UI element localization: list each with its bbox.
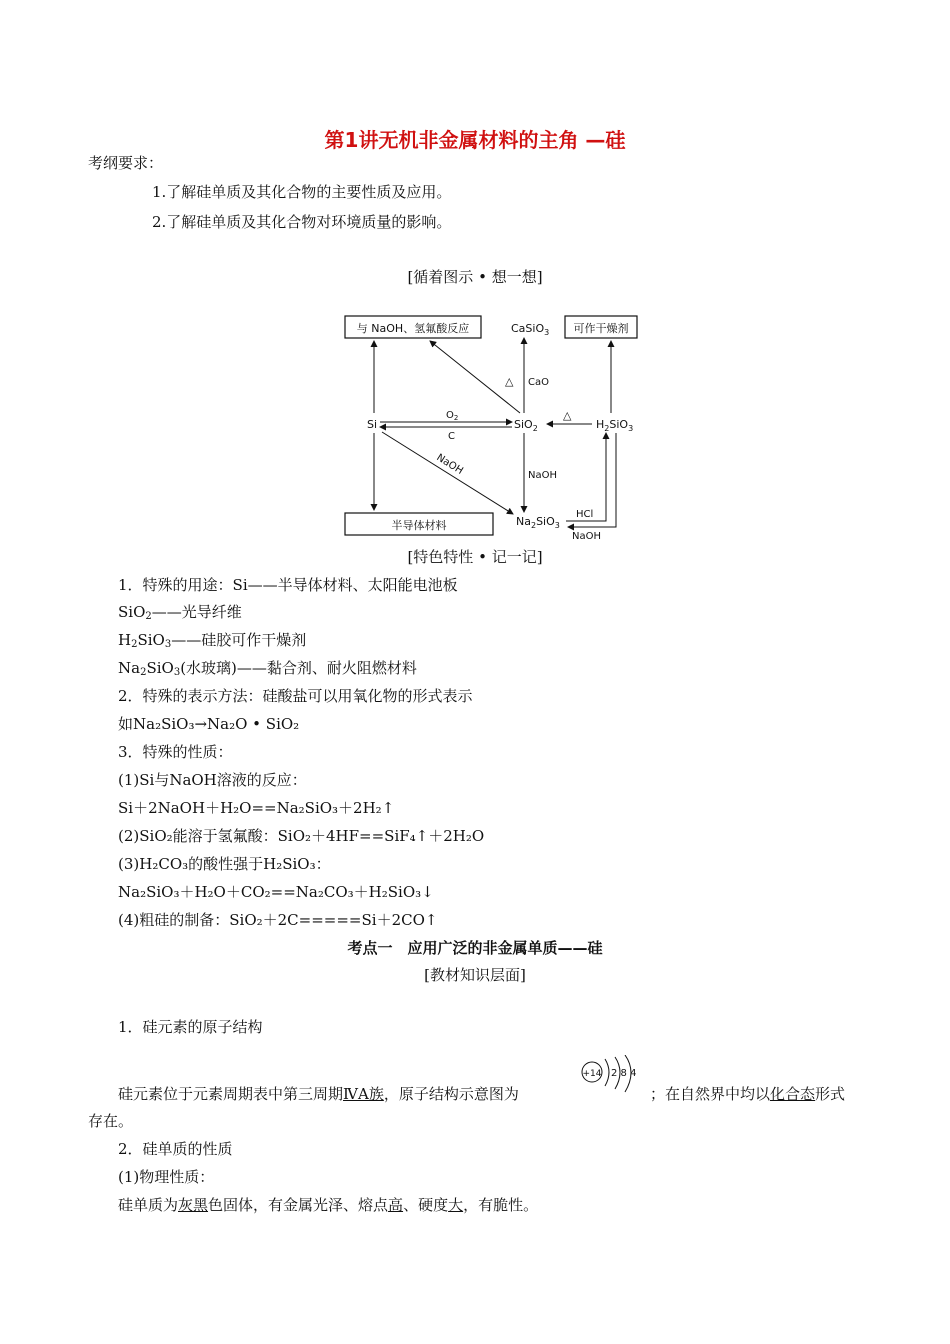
atom-nucleus: +14: [582, 1069, 602, 1079]
silicon-relationship-diagram: [330, 305, 650, 545]
section-diagram-heading: [循着图示 • 想一想]: [407, 268, 543, 286]
syllabus-label: 考纲要求：: [88, 154, 164, 172]
silicon-atom-structure: [578, 1055, 650, 1107]
label-o2: $O_2$: [446, 410, 459, 422]
label-delta-h2sio3: △: [563, 409, 572, 422]
feature-3-1-equation: Si＋2NaOH＋H₂O==Na₂SiO₃＋2H₂↑: [118, 799, 395, 817]
kp-paragraph-1-end: 存在。: [88, 1112, 134, 1130]
feature-3-1: (1)Si与NaOH溶液的反应：: [118, 771, 307, 789]
kp-heading-1: 1．硅元素的原子结构: [118, 1018, 263, 1036]
kp-heading-2: 2．硅单质的性质: [118, 1140, 233, 1158]
node-si: Si: [367, 418, 378, 431]
feature-3-3-equation: Na₂SiO₃＋H₂O＋CO₂==Na₂CO₃＋H₂SiO₃↓: [118, 883, 434, 901]
atom-shells: 2 8 4: [611, 1068, 637, 1079]
label-naoh-vert: NaOH: [528, 470, 557, 481]
label-c: C: [448, 431, 455, 442]
kp-paragraph-2: 硅单质为灰黑色固体，有金属光泽、熔点高、硬度大，有脆性。: [118, 1196, 539, 1214]
section-features-heading: [特色特性 • 记一记]: [407, 548, 543, 566]
label-naoh-diag: NaOH: [434, 452, 465, 477]
feature-3-2: (2)SiO₂能溶于氢氟酸：SiO₂＋4HF==SiF₄↑＋2H₂O: [118, 827, 485, 845]
feature-1-na2sio3: $Na_2SiO_3$(水玻璃)——黏合剂、耐火阻燃材料: [118, 659, 417, 678]
section-textbook-heading: [教材知识层面]: [424, 966, 526, 984]
label-delta-cao: △: [505, 375, 514, 388]
group-answer: ⅣA族: [343, 1085, 384, 1103]
kp-heading-2-1: (1)物理性质：: [118, 1168, 215, 1186]
label-hcl: HCl: [576, 509, 594, 520]
label-cao: CaO: [528, 377, 549, 388]
node-na2sio3: $Na_2SiO_3$: [516, 515, 560, 530]
melting-point-answer: 高: [388, 1196, 404, 1214]
color-answer: 灰黑: [178, 1196, 209, 1214]
node-sio2: SiO$_2$: [514, 418, 538, 433]
feature-1-h2sio3: $H_2SiO_3——$硅胶可作干燥剂: [118, 631, 307, 650]
feature-1-sio2: SiO$_2$——光导纤维: [118, 603, 242, 622]
label-naoh-bottom: NaOH: [572, 531, 601, 542]
box-react-label: 与 NaOH、氢氟酸反应: [356, 322, 470, 335]
feature-2: 2．特殊的表示方法：硅酸盐可以用氧化物的形式表示: [118, 687, 473, 705]
feature-3: 3．特殊的性质：: [118, 743, 233, 761]
feature-4: (4)粗硅的制备：SiO₂＋2C=====Si＋2CO↑: [118, 911, 438, 929]
hardness-answer: 大: [448, 1196, 464, 1214]
box-semiconductor-label: 半导体材料: [391, 519, 447, 532]
syllabus-item-1: 1.了解硅单质及其化合物的主要性质及应用。: [152, 183, 452, 201]
node-casio3: CaSiO$_3$: [511, 322, 550, 337]
feature-2-example: 如Na₂SiO₃→Na₂O • SiO₂: [118, 715, 300, 733]
feature-1: 1．特殊的用途：Si——半导体材料、太阳能电池板: [118, 576, 458, 594]
section-kp-heading: 考点一 应用广泛的非金属单质——硅: [347, 939, 603, 957]
kp-paragraph-1: 硅元素位于元素周期表中第三周期ⅣA族，原子结构示意图为: [118, 1085, 519, 1103]
box-desiccant-label: 可作干燥剂: [573, 322, 629, 335]
form-answer: 化合态: [770, 1085, 816, 1103]
page-title: 第1讲无机非金属材料的主角 —硅: [324, 128, 626, 152]
syllabus-item-2: 2.了解硅单质及其化合物对环境质量的影响。: [152, 213, 452, 231]
feature-3-3: (3)H₂CO₃的酸性强于H₂SiO₃：: [118, 855, 331, 873]
node-h2sio3: $H_2SiO_3$: [596, 418, 634, 433]
kp-paragraph-1-cont: ；在自然界中均以化合态形式: [650, 1085, 846, 1103]
